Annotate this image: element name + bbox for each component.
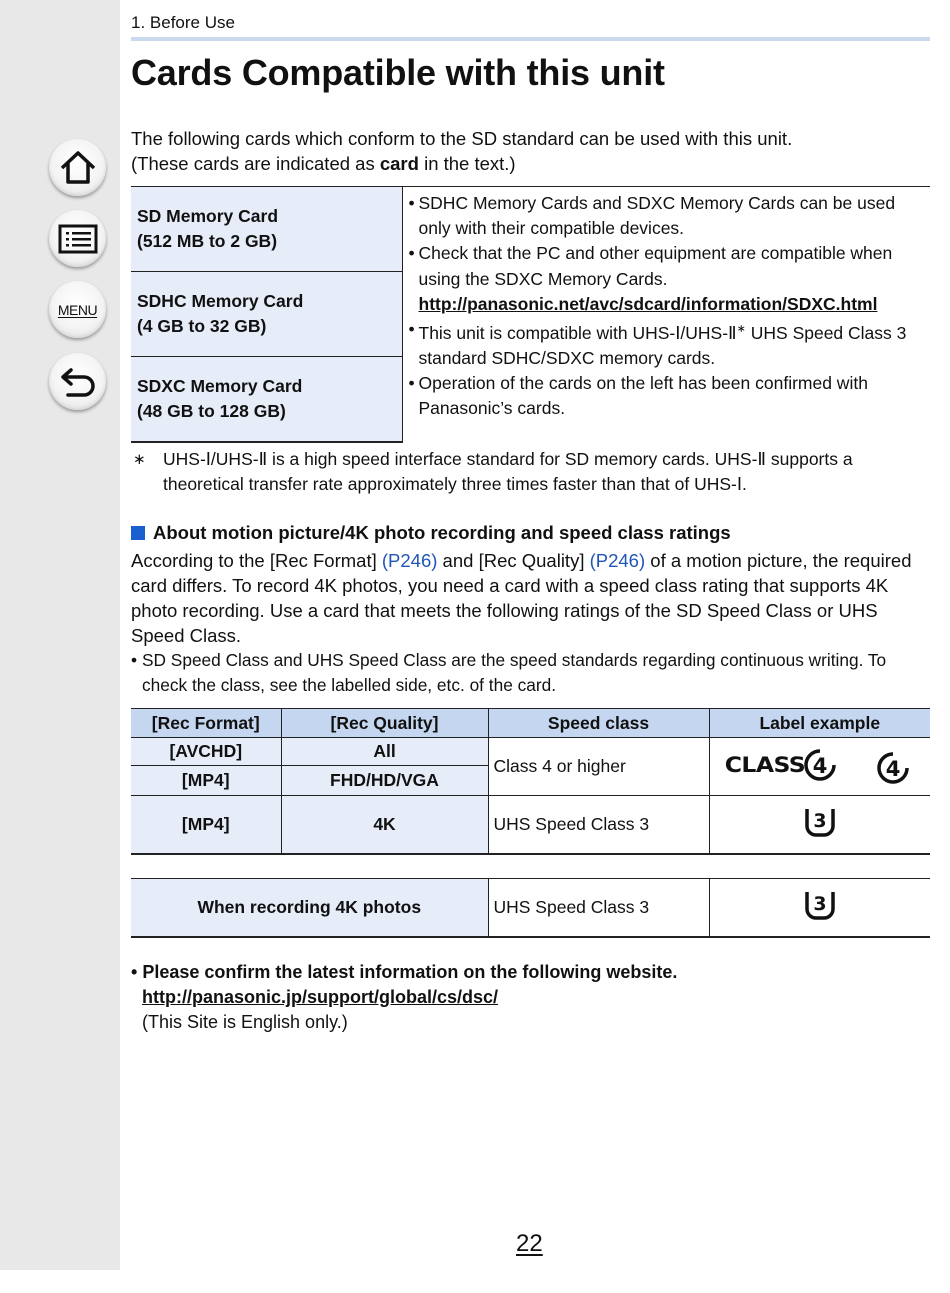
footnote-marker: ∗ xyxy=(736,323,746,336)
motion-paragraph xyxy=(131,548,930,648)
list-item: • Operation of the cards on the left has been confirmed with Panasonic’s cards. xyxy=(409,371,931,421)
cards-table xyxy=(131,186,930,443)
note-text-part: Check that the PC and other equipment are compatible when using the SDXC Memory Cards. xyxy=(418,243,893,289)
table-row xyxy=(131,738,930,766)
rec-quality-cell: FHD/HD/VGA xyxy=(281,766,488,796)
navigation-sidebar xyxy=(0,0,120,1270)
link-line xyxy=(131,985,677,1010)
confirm-note xyxy=(131,960,677,1035)
uhs-logo-number: 3 xyxy=(813,809,827,832)
card-type-cell xyxy=(131,272,402,357)
section-heading xyxy=(131,522,731,544)
class-logo-number: 4 xyxy=(812,754,828,779)
list-item: • Please confirm the latest information on the following website. xyxy=(131,962,678,982)
card-range: (512 MB to 2 GB) xyxy=(137,231,278,251)
confirm-text: Please confirm the latest information on the following website. xyxy=(142,962,678,982)
intro-text-part: in the text.) xyxy=(418,153,516,174)
rec-quality-cell: All xyxy=(281,738,488,766)
table-header-row xyxy=(131,709,930,738)
paragraph-text: and [Rec Quality] xyxy=(437,550,590,571)
square-bullet-icon xyxy=(131,526,145,540)
sd-class-4-logo xyxy=(725,748,837,782)
intro-text-part: (These cards are indicated as xyxy=(131,153,380,174)
rec-quality-cell: 4K xyxy=(281,796,488,854)
section-label: 1. Before Use xyxy=(131,13,235,32)
intro-line-1: The following cards which conform to the SD standard can be used with this unit. xyxy=(131,128,793,149)
note-text-part: UHS Speed Class 3 standard SDHC/SDXC memory cards. xyxy=(418,322,907,369)
bullet-text: SD Speed Class and UHS Speed Class are the speed standards regarding continuous writing. To check the class, see the labelled side, etc. of the card. xyxy=(142,650,887,695)
recording-mode-cell: When recording 4K photos xyxy=(131,879,488,937)
list-icon xyxy=(58,224,98,254)
page-reference-link[interactable]: (P246) xyxy=(381,550,438,571)
card-range: (48 GB to 128 GB) xyxy=(137,400,286,421)
footnote xyxy=(131,447,930,497)
speed-class-cell: UHS Speed Class 3 xyxy=(488,879,709,937)
menu-button[interactable] xyxy=(49,281,106,338)
list-item: • SDHC Memory Cards and SDXC Memory Cards can be used only with their compatible devices. xyxy=(409,191,931,241)
class-logo-number: 4 xyxy=(885,756,901,781)
card-type-cell xyxy=(131,187,402,272)
speed-class-cell: UHS Speed Class 3 xyxy=(488,796,709,854)
rec-format-cell: [MP4] xyxy=(131,796,281,854)
card-type-cell xyxy=(131,357,402,442)
back-arrow-icon xyxy=(58,366,98,398)
column-header: [Rec Format] xyxy=(131,709,281,738)
sdxc-info-link[interactable]: http://panasonic.net/avc/sdcard/information/SDXC.html xyxy=(418,293,878,314)
footnote-text: UHS-Ⅰ/UHS-Ⅱ is a high speed interface standard for SD memory cards. UHS-Ⅱ supports a theoretical transfer rate approximately three times faster than that of UHS-Ⅰ. xyxy=(163,449,853,494)
column-header: Label example xyxy=(709,709,930,738)
home-icon xyxy=(58,149,98,187)
uhs-class-3-icon xyxy=(803,889,837,921)
back-button[interactable] xyxy=(49,353,106,410)
intro-text xyxy=(131,126,792,176)
card-name: SDXC Memory Card xyxy=(137,375,303,396)
card-name: SDHC Memory Card xyxy=(137,291,304,311)
note-text xyxy=(419,317,931,371)
page-number: 22 xyxy=(516,1230,543,1257)
menu-label: MENU xyxy=(57,301,98,318)
label-example-cell xyxy=(709,738,930,796)
card-notes-cell xyxy=(402,187,930,442)
column-header: Speed class xyxy=(488,709,709,738)
rec-format-cell: [MP4] xyxy=(131,766,281,796)
note-text: SDHC Memory Cards and SDXC Memory Cards can be used only with their compatible devices. xyxy=(418,193,896,239)
table-row xyxy=(131,796,930,854)
rec-format-cell: [AVCHD] xyxy=(131,738,281,766)
page-reference-link[interactable]: (P246) xyxy=(589,550,646,571)
class-4-circle-icon xyxy=(876,751,910,785)
note-text-part: This unit is compatible with UHS-Ⅰ/UHS-Ⅱ xyxy=(418,322,737,343)
note-text xyxy=(419,241,931,317)
column-header: [Rec Quality] xyxy=(281,709,488,738)
class-4-circle-icon xyxy=(803,748,837,782)
list-item: • SD Speed Class and UHS Speed Class are the speed standards regarding continuous writing. To check the class, see the labelled side, etc. of the card. xyxy=(131,648,930,698)
4k-photo-table xyxy=(131,878,930,938)
list-item: • This unit is compatible with UHS-Ⅰ/UHS-Ⅱ∗ UHS Speed Class 3 standard SDHC/SDXC memory cards. xyxy=(409,317,931,371)
table-row xyxy=(131,187,930,272)
section-heading-text: About motion picture/4K photo recording and speed class ratings xyxy=(153,522,731,543)
table-row xyxy=(131,879,930,937)
card-name: SD Memory Card xyxy=(137,206,279,226)
language-note: (This Site is English only.) xyxy=(142,1012,348,1032)
contents-button[interactable] xyxy=(49,210,106,267)
speed-class-table xyxy=(131,708,930,855)
list-item: • Check that the PC and other equipment are compatible when using the SDXC Memory Cards. http://panasonic.net/avc/sdcard/information/SDXC.html xyxy=(409,241,931,317)
section-divider xyxy=(131,37,930,41)
label-example-cell xyxy=(709,879,930,937)
uhs-class-3-icon xyxy=(803,806,837,838)
home-button[interactable] xyxy=(49,139,106,196)
intro-bold-term: card xyxy=(379,153,419,174)
card-range: (4 GB to 32 GB) xyxy=(137,316,267,336)
class-logo-text: CLASS xyxy=(725,753,806,778)
uhs-logo-number: 3 xyxy=(813,892,827,915)
intro-line-2 xyxy=(131,151,792,176)
footnote-mark: ∗ xyxy=(133,450,146,468)
paragraph-text: According to the [Rec Format] xyxy=(131,550,382,571)
paragraph-text: of a motion picture, the required card differs. To record 4K photos, you need a card with a speed class rating that supports 4K photo recording. Use a card that meets the following ratings of the SD Speed Class or UHS Speed Class. xyxy=(131,550,912,646)
note-text: Operation of the cards on the left has been confirmed with Panasonic’s cards. xyxy=(418,373,868,419)
support-website-link[interactable]: http://panasonic.jp/support/global/cs/dsc/ xyxy=(142,987,499,1007)
page-title: Cards Compatible with this unit xyxy=(131,52,665,93)
label-example-cell xyxy=(709,796,930,854)
speed-class-cell: Class 4 or higher xyxy=(488,738,709,796)
